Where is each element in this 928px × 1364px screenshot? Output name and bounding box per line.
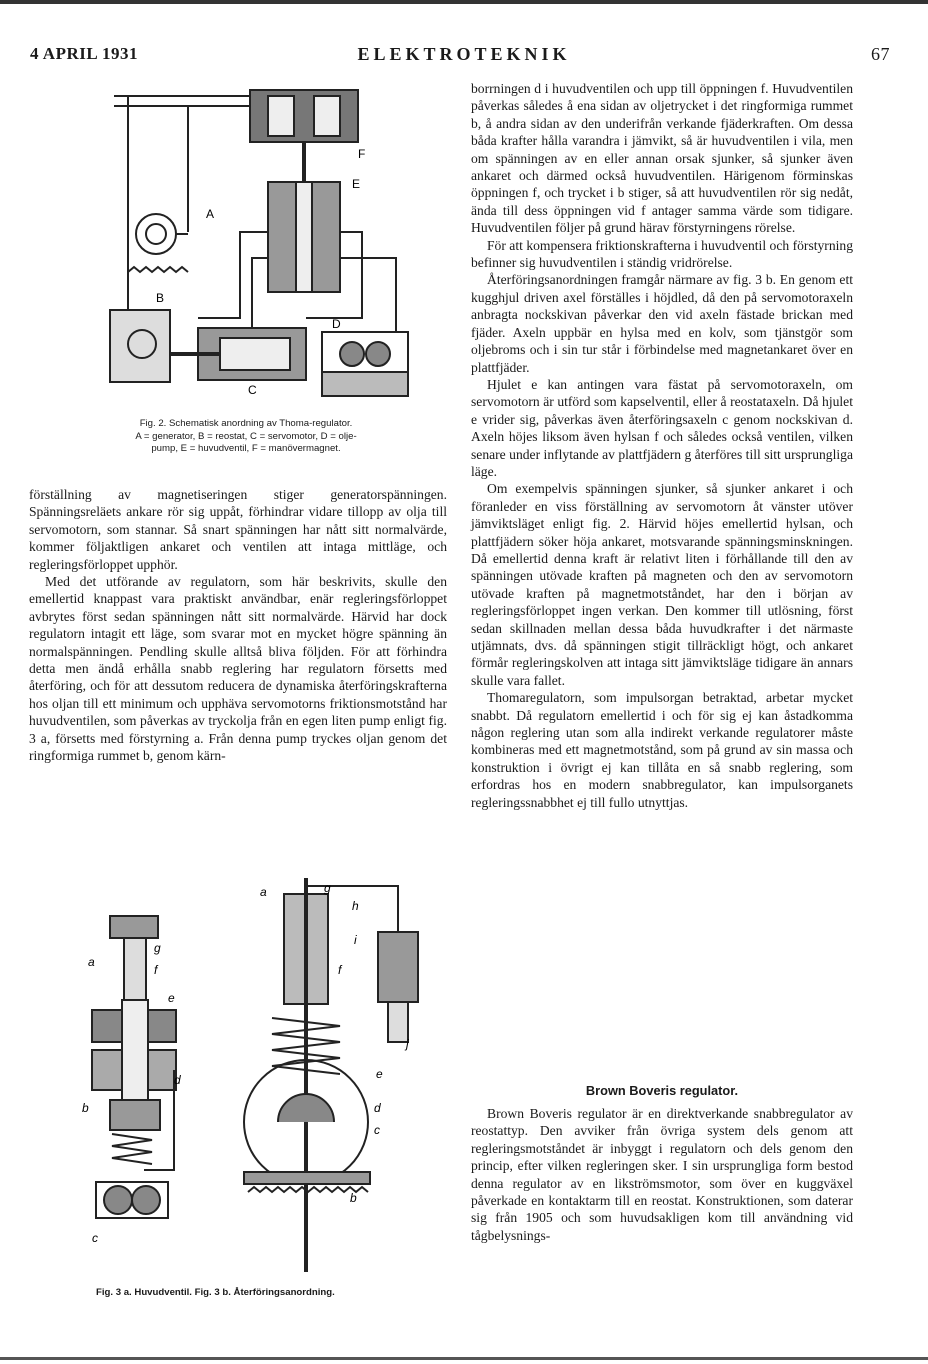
right-paragraph: borrningen d i huvudventilen och upp till öppningen f. Huvudventilen påverkas således å ena sidan av oljetrycket i det ringformiga rummet b, å andra sidan av den underifrån verkande fjäderkraften. Om dessa båda krafter hålla varandra i jämvikt, så är huvudventilen i vila, men om spänningen av en eller annan orsak sjunker, så sjunker även ankaret och därmed också huvudventilen. Härigenom förminskas öppningen f, och trycket i b stiger, så att huvudventilen rör sig nedåt, ända till dess öppningen vid f antager samma värde som tidigare. Huvudventilen följer på grund härav förstyrningens rörelse.	[471, 81, 853, 236]
fig3a-label-g: g	[154, 941, 161, 955]
journal-title: ELEKTROTEKNIK	[357, 44, 571, 64]
fig2-caption-line2: A = generator, B = reostat, C = servomotor, D = olje-	[135, 430, 357, 442]
fig3a-label-d: d	[174, 1073, 181, 1087]
right-paragraph: Thomaregulatorn, som impulsorgan betraktad, arbetar mycket snabbt. Då regulatorn emellertid i och för sig ej kan åstadkomma någon reglering utan som alla indirekt verkande regulatorer måste kombineras med ett magnetmotstånd, som på grund av sin massa och konstruktion i övrigt ej kan tillåta en så snabb reglering, som erfordras hos en modern snabbregulator, kan impulsorganets regleringssnabbhet ej till fullo utnyttjas.	[471, 690, 853, 810]
fig3a-label-c: c	[92, 1231, 98, 1245]
fig3b-label-c: c	[374, 1123, 380, 1137]
fig3a-label-a: a	[88, 955, 95, 969]
fig3a-label-f: f	[154, 963, 158, 977]
bottom-rule	[0, 1357, 928, 1360]
fig3a-label-e: e	[168, 991, 175, 1005]
fig3b-label-b: b	[350, 1191, 357, 1205]
fig3b-label-f: f	[338, 963, 342, 977]
right-paragraph: Hjulet e kan antingen vara fästat på servomotoraxeln, om servomotorn är utförd som kapselventil, eller å reostataxeln. Då hjulet e vrider sig, påverkas även återföringsaxeln c genom nockskivan d. Axeln höjes liksom även hylsan f och således också ventilen, vilken senare under inflytande av plattfjädern g återföres till sitt ursprungliga läge.	[471, 376, 853, 479]
section-heading: Brown Boveris regulator.	[585, 1083, 739, 1098]
right-column	[471, 80, 853, 811]
fig2-caption-line1: Fig. 2. Schematisk anordning av Thoma-regulator.	[139, 418, 353, 429]
fig3b-label-e: e	[376, 1067, 383, 1081]
right-paragraph: Om exempelvis spänningen sjunker, så sjunker ankaret i och föranleder en viss förställning av servomotorn åt vänster utöver jämviktsläget enligt fig. 2. Härvid höjes emellertid hylsan, och plattfjädern söker höja ankaret, motsvarande spänningsminskningen. Då emellertid denna kraft är relativt liten i förhållande till den av spänningen utövade kraften på magneten och den av servomotorn utövade kraften på magnetmotståndet, har den i början av regleringsförloppet ingen verkan. Den kommer till utlösning, först sedan skillnaden mellan dessa båda huvudkrafter i det närmaste utjämnats, dvs. då spänningen stigit tillräckligt högt, och ankaret förmår regleringskolven att intaga sitt jämviktsläge tidigare än annars skulle vara fallet.	[471, 481, 853, 688]
fig3b-label-a: a	[260, 885, 267, 899]
fig3b-label-j: j	[406, 1037, 409, 1051]
fig3b-label-h: h	[352, 899, 359, 913]
fig2-label-e: E	[352, 177, 361, 191]
fig2-label-f: F	[358, 147, 366, 161]
left-paragraph: Med det utförande av regulatorn, som här beskrivits, skulle den emellertid knappast vara praktiskt användbar, enär regleringsförloppet avbrytes först sedan spänningen nått sitt normalvärde. Härvid har dock regulatorn intagit ett läge, som svarar mot en mycket högre spänning än normalspänningen. Pendling skulle alltså bliva följden. För att förhindra detta men ändå erhålla snabb reglering har regulatorn försetts med återföring, och för att dessutom reducera de dynamiska återföringskrafterna hos oljan till ett minimum och upphäva servomotorns friktionsmotstånd har huvudventilen, som påverkas av tryckolja från en egen liten pump enligt fig. 3 a, försetts med förstyrning a. Från denna pump tryckes oljan genom det ringformiga rummet b, genom kärn-	[29, 574, 447, 764]
fig2-caption-line3: pump, E = huvudventil, F = manövermagnet.	[151, 443, 341, 454]
fig3b-label-g: g	[324, 881, 331, 895]
top-rule	[0, 0, 928, 4]
fig3b-label-i: i	[354, 933, 357, 947]
right-paragraph: För att kompensera friktionskrafterna i huvudventil och förstyrning befinner sig huvudventilen i ständig vridrörelse.	[471, 237, 853, 271]
section-paragraph: Brown Boveris regulator är en direktverkande snabbregulator av reostattyp. Den avviker från övriga system dels genom att regleringsmotståndet är inbyggt i regulatorn och dels genom den princip, efter vilken regleringen sker. I sin ursprungliga form bestod denna regulator av en likströmsmotor, som över en kuggväxel påverkade en kontaktarm till en reostat. Konstruktionen, som daterar sig från 1905 och som huvudsakligen kom till användning vid tågbelysnings-	[471, 1106, 853, 1243]
left-column	[29, 486, 447, 765]
fig2-caption	[96, 418, 396, 456]
fig3b-label-d: d	[374, 1101, 381, 1115]
issue-date: 4 APRIL 1931	[30, 44, 139, 63]
fig2-label-c: C	[248, 383, 257, 397]
section-body	[471, 1105, 853, 1244]
fig2-schematic	[100, 82, 420, 412]
right-paragraph: Återföringsanordningen framgår närmare av fig. 3 b. En genom ett kugghjul driven axel förställes i höjdled, då den på servomotoraxeln anbragta nockskivan påverkar den vid axeln fästade brickan med fjäder. Axeln uppbär en hylsa med en kolv, som tjänstgör som oljebroms och i sin tur står i förbindelse med magnetankaret över en plattfjäder.	[471, 272, 853, 375]
fig3a-valve	[84, 900, 194, 1250]
fig3b-feedback	[228, 872, 428, 1272]
fig3-caption: Fig. 3 a. Huvudventil. Fig. 3 b. Återföringsanordning.	[96, 1287, 335, 1298]
fig2-label-b: B	[156, 291, 165, 305]
fig2-label-d: D	[332, 317, 341, 331]
fig2-label-a: A	[206, 207, 215, 221]
page-number: 67	[871, 44, 890, 64]
fig3a-label-b: b	[82, 1101, 89, 1115]
left-paragraph: förställning av magnetiseringen stiger generatorspänningen. Spänningsreläets ankare rör sig uppåt, förhindrar vidare tillopp av olja till servomotorn, som stannar. Så snart spänningen har nått sitt normalvärde, kommer följaktligen ankaret och ventilen att intaga mittläge, och regleringsförloppet upphör.	[29, 487, 447, 572]
